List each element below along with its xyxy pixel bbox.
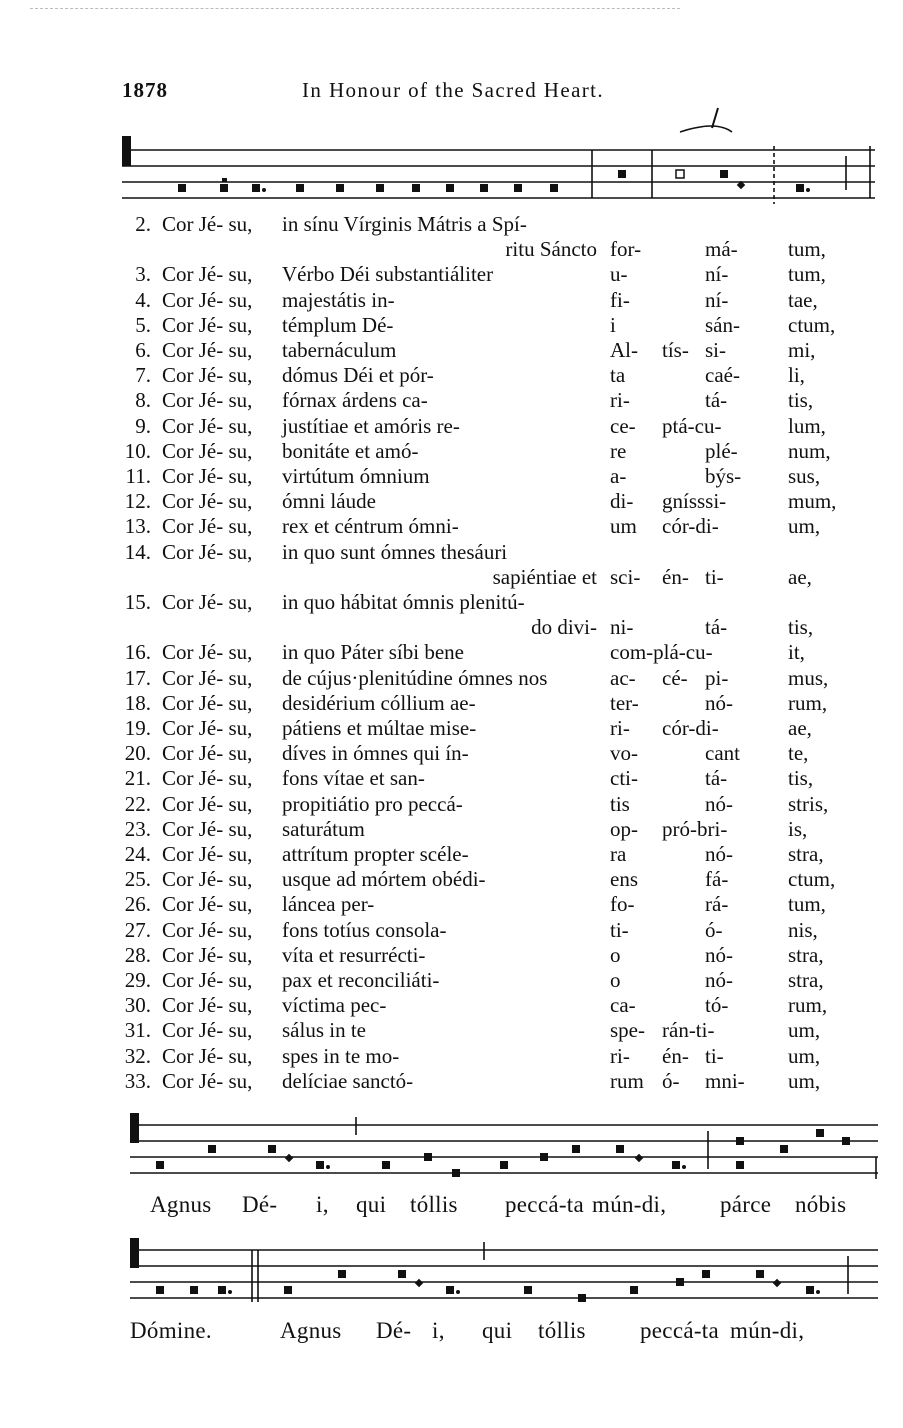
verse-syllable: ni- [610,615,634,640]
verse-line [0,792,903,817]
verse-syllable: pi- [705,665,729,690]
verse-syllable: sus, [788,464,821,488]
verse-invocation: Cor Jé- su, [162,665,253,690]
page-number: 1878 [122,78,168,102]
verse-invocation: Cor Jé- su, [162,917,253,942]
verse-line [0,212,903,237]
verse-number: 4. [135,287,151,312]
chant-neumes-2 [130,1113,850,1177]
verse-invocation: Cor Jé- su, [162,539,253,564]
verse-text: desidérium cóllium ae- [282,690,476,715]
verse-syllable: én- [662,1043,689,1068]
verse-syllable: cti- [610,766,638,791]
verse-line [0,741,903,766]
verse-syllable: rum, [788,690,828,715]
verse-line [0,968,903,993]
chant-staff-1 [0,100,903,210]
verse-syllable: cé- [662,665,688,690]
verse-syllable: op- [610,816,638,841]
verse-invocation: Cor Jé- su, [162,816,253,841]
verse-continuation-line [0,615,903,640]
verse-text: justítiae et amóris re- [282,413,460,438]
lyric-syllable: tóllis [538,1318,586,1343]
verse-syllable: ó- [705,917,723,942]
verse-number: 3. [135,262,151,287]
verse-syllable: ri- [610,716,630,740]
verse-text: in quo sunt ómnes thesáuri [282,539,508,564]
verse-line [0,489,903,514]
verse-text: sálus in te [282,1018,366,1043]
verse-text: víctima pec- [282,993,387,1018]
verse-syllable: ní- [705,262,729,287]
lyric-syllable: peccá-ta [640,1318,719,1343]
verse-invocation: Cor Jé- su, [162,262,253,287]
verse-invocation: Cor Jé- su, [162,791,253,816]
verse-text: majestátis in- [282,287,395,312]
verse-syllable: nó- [705,690,733,715]
lyric-syllable: i, [316,1192,329,1217]
verse-syllable: it, [788,640,805,665]
verse-line [0,691,903,716]
verse-number: 25. [124,867,151,892]
verse-syllable: mum, [788,489,837,514]
verse-syllable: ti- [705,1043,724,1068]
verse-number: 23. [124,816,151,841]
lyric-syllable: i, [432,1318,445,1343]
verse-invocation: Cor Jé- su, [162,312,253,337]
verse-number: 9. [135,413,151,438]
verse-text: láncea per- [282,892,375,917]
verse-syllable: ae, [788,564,812,589]
verse-invocation: Cor Jé- su, [162,716,253,740]
verse-continuation-line [0,565,903,590]
verse-syllable: caé- [705,363,740,388]
verse-text: Vérbo Déi substantiáliter [282,262,494,287]
verse-text: propitiátio pro peccá- [282,791,463,816]
chant-neumes-1 [122,136,810,192]
chant-neumes-3 [130,1238,820,1302]
verse-syllable: nó- [705,842,733,866]
verse-invocation: Cor Jé- su, [162,464,253,488]
verse-syllable: di- [610,489,634,514]
verse-syllable: mni- [705,1068,745,1093]
verse-syllable: ra [610,842,627,866]
verse-number: 7. [135,363,151,388]
verse-invocation: Cor Jé- su, [162,489,253,514]
verse-syllable: cant [705,741,740,766]
verse-line [0,313,903,338]
verse-invocation: Cor Jé- su, [162,741,253,766]
verse-number: 19. [124,716,151,740]
verse-syllable: tum, [788,262,826,287]
verse-line [0,363,903,388]
verse-line [0,1044,903,1069]
running-title: In Honour of the Sacred Heart. [302,78,605,102]
verse-number: 18. [124,690,151,715]
verse-syllable: ti- [610,917,629,942]
verse-number: 29. [124,968,151,992]
verse-number: 15. [124,590,151,614]
verse-syllable: um, [788,1068,821,1093]
verse-syllable: um [610,514,637,539]
verse-syllable: tá- [705,615,728,640]
verse-text: témplum Dé- [282,312,394,337]
verse-syllable: i [610,312,616,337]
verse-syllable: býs- [705,464,742,488]
verse-syllable: tis, [788,388,814,413]
verse-continuation-line [0,237,903,262]
verse-syllable: tis, [788,615,814,640]
verse-syllable: sci- [610,564,641,589]
verse-syllable: u- [610,262,628,287]
verse-syllable: tum, [788,892,826,917]
verse-syllable: rá- [705,892,729,917]
verse-number: 27. [124,917,151,942]
lyric-syllable: párce [720,1192,772,1217]
verse-number: 28. [124,942,151,967]
verse-invocation: Cor Jé- su, [162,892,253,917]
verse-line [0,1018,903,1043]
verse-invocation: Cor Jé- su, [162,993,253,1018]
verse-continuation: do divi- [531,615,597,640]
verse-number: 26. [124,892,151,917]
lyric-syllable: tóllis [410,1192,458,1217]
verse-number: 14. [124,539,151,564]
verse-number: 20. [124,741,151,766]
verse-invocation: Cor Jé- su, [162,1043,253,1068]
verse-syllable: ri- [610,1043,630,1068]
verse-syllable: ae, [788,716,812,740]
verse-syllable: tá- [705,388,728,413]
verse-syllable: te, [788,741,809,766]
verse-syllable: o [610,968,621,992]
verse-line [0,590,903,615]
verse-syllable: cór-di- [662,716,719,740]
verse-number: 11. [125,464,151,488]
chant-staff-2 [0,1105,903,1190]
verse-invocation: Cor Jé- su, [162,438,253,463]
verse-syllable: um, [788,514,821,539]
verse-syllable: ter- [610,690,639,715]
verse-syllable: stra, [788,968,824,992]
verse-number: 10. [124,438,151,463]
page-top-rule [30,8,680,9]
verse-text: pátiens et múltae mise- [282,716,477,740]
verse-invocation: Cor Jé- su, [162,590,253,614]
verse-syllable: tis [610,791,630,816]
verse-syllable: nó- [705,968,733,992]
lyric-syllable: Dé- [376,1318,412,1343]
verse-text: attrítum propter scéle- [282,842,469,866]
lyric-syllable: mún-di, [730,1318,805,1343]
verse-text: bonitáte et amó- [282,438,419,463]
verse-number: 21. [124,766,151,791]
verse-text: de cújus·plenitúdine ómnes nos [282,665,548,690]
verse-syllable: lum, [788,413,826,438]
verse-line [0,388,903,413]
lyric-syllable: nóbis [795,1192,847,1217]
verse-syllable: nis, [788,917,818,942]
lyric-syllable: Dé- [242,1192,278,1217]
verse-syllable: mus, [788,665,829,690]
verse-number: 24. [124,842,151,866]
verse-line [0,288,903,313]
verse-text: fons vítae et san- [282,766,425,791]
verse-syllable: rán-ti- [662,1018,715,1043]
verse-line [0,1069,903,1094]
verse-line [0,262,903,287]
verse-syllable: plé- [705,438,738,463]
verse-text: rex et céntrum ómni- [282,514,459,539]
verse-syllable: ac- [610,665,636,690]
verse-text: díves in ómnes qui ín- [282,741,469,766]
verse-invocation: Cor Jé- su, [162,413,253,438]
verse-syllable: a- [610,464,627,488]
verse-line [0,414,903,439]
verse-syllable: ta [610,363,626,388]
verse-syllable: um, [788,1043,821,1068]
lyric-syllable: Dómine. [130,1318,212,1343]
verse-line [0,842,903,867]
verse-text: saturátum [282,816,365,841]
verse-text: in quo Páter síbi bene [282,640,464,665]
verse-syllable: o [610,942,621,967]
verse-syllable: gnísssi- [662,489,727,514]
verse-invocation: Cor Jé- su, [162,640,253,665]
verse-syllable: um, [788,1018,821,1043]
verse-syllable: ri- [610,388,630,413]
verse-line [0,867,903,892]
verse-syllable: sán- [705,312,740,337]
verse-text: fórnax árdens ca- [282,388,428,413]
verse-syllable: Al- [610,338,638,362]
verse-syllable: si- [705,338,726,362]
verse-syllable: nó- [705,791,733,816]
lyric-syllable: qui [356,1192,387,1217]
verse-text: fons totíus consola- [282,917,447,942]
verse-syllable: ctum, [788,312,836,337]
verse-syllable: tá- [705,766,728,791]
verse-syllable: rum, [788,993,828,1018]
verse-invocation: Cor Jé- su, [162,867,253,892]
verse-text: tabernáculum [282,338,397,362]
verse-line [0,892,903,917]
lyric-syllable: peccá-ta [505,1192,584,1217]
verse-syllable: is, [788,816,808,841]
verse-syllable: ó- [662,1068,680,1093]
verse-invocation: Cor Jé- su, [162,968,253,992]
verse-number: 31. [124,1018,151,1043]
verse-syllable: mi, [788,338,816,362]
verse-number: 6. [135,338,151,362]
verse-syllable: fi- [610,287,630,312]
verse-number: 17. [124,665,151,690]
verse-line [0,716,903,741]
verse-invocation: Cor Jé- su, [162,1068,253,1093]
verse-line [0,918,903,943]
verse-invocation: Cor Jé- su, [162,212,253,236]
chant-staff-3 [0,1230,903,1315]
lyric-syllable: Agnus [150,1192,212,1217]
verse-syllable: tís- [662,338,689,362]
verse-syllable: num, [788,438,831,463]
verse-invocation: Cor Jé- su, [162,338,253,362]
lyric-syllable: mún-di, [592,1192,667,1217]
verse-number: 32. [124,1043,151,1068]
verse-text: delíciae sanctó- [282,1068,414,1093]
verse-number: 8. [135,388,151,413]
verse-text: in sínu Vírginis Mátris a Spí- [282,212,527,236]
verse-syllable: stra, [788,942,824,967]
verse-text: víta et resurrécti- [282,942,426,967]
verse-line [0,766,903,791]
verse-text: spes in te mo- [282,1043,400,1068]
verse-syllable: re [610,438,627,463]
verse-text: dómus Déi et pór- [282,363,434,388]
verse-number: 5. [135,312,151,337]
verse-syllable: pró-bri- [662,816,728,841]
verse-syllable: ens [610,867,638,892]
verse-syllable: ctum, [788,867,836,892]
verse-line [0,993,903,1018]
verse-text: in quo hábitat ómnis plenitú- [282,590,525,614]
verse-syllable: com-plá-cu- [610,640,713,665]
verse-invocation: Cor Jé- su, [162,514,253,539]
verse-line [0,439,903,464]
verse-syllable: ptá-cu- [662,413,722,438]
verse-number: 12. [124,489,151,514]
verse-line [0,817,903,842]
verse-line [0,338,903,363]
verse-number: 13. [124,514,151,539]
verse-syllable: stra, [788,842,824,866]
verse-syllable: stris, [788,791,829,816]
verse-syllable: ní- [705,287,729,312]
verse-syllable: for- [610,237,642,262]
verse-invocation: Cor Jé- su, [162,942,253,967]
verse-line [0,640,903,665]
verse-syllable: má- [705,237,738,262]
verse-continuation: ritu Sáncto [505,237,597,262]
verse-line [0,943,903,968]
verse-continuation: sapiéntiae et [492,564,597,589]
verse-syllable: én- [662,564,689,589]
verse-syllable: rum [610,1068,644,1093]
verse-syllable: tó- [705,993,729,1018]
verse-syllable: tum, [788,237,826,262]
verse-syllable: nó- [705,942,733,967]
verse-syllable: fá- [705,867,729,892]
verse-invocation: Cor Jé- su, [162,287,253,312]
verse-text: virtútum ómnium [282,464,430,488]
verse-invocation: Cor Jé- su, [162,388,253,413]
verse-syllable: li, [788,363,805,388]
verse-syllable: tis, [788,766,814,791]
verse-invocation: Cor Jé- su, [162,766,253,791]
verse-line [0,540,903,565]
verse-syllable: cór-di- [662,514,719,539]
verse-invocation: Cor Jé- su, [162,842,253,866]
verse-line [0,514,903,539]
verse-line [0,464,903,489]
verse-syllable: ti- [705,564,724,589]
verse-line [0,666,903,691]
verse-invocation: Cor Jé- su, [162,690,253,715]
verse-syllable: tae, [788,287,818,312]
verse-number: 16. [124,640,151,665]
lyric-syllable: qui [482,1318,513,1343]
verse-syllable: ce- [610,413,636,438]
verse-invocation: Cor Jé- su, [162,1018,253,1043]
verse-syllable: ca- [610,993,636,1018]
verse-text: usque ad mórtem obédi- [282,867,486,892]
verse-syllable: fo- [610,892,635,917]
verse-text: ómni láude [282,489,376,514]
verse-invocation: Cor Jé- su, [162,363,253,388]
verse-number: 30. [124,993,151,1018]
verse-text: pax et reconciliáti- [282,968,440,992]
verse-syllable: spe- [610,1018,645,1043]
verse-number: 33. [124,1068,151,1093]
lyric-syllable: Agnus [280,1318,342,1343]
verse-number: 2. [135,212,151,236]
verse-syllable: vo- [610,741,638,766]
verse-number: 22. [124,791,151,816]
